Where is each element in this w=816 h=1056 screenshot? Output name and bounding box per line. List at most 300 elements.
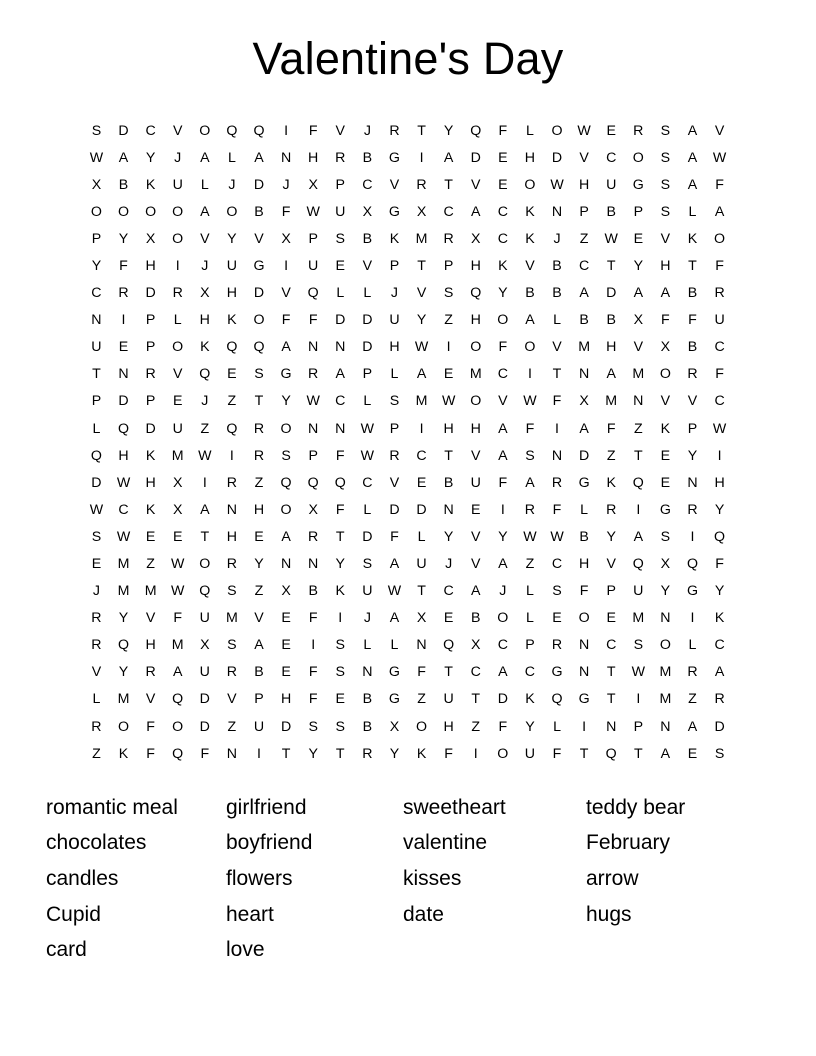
grid-cell[interactable]: A: [498, 420, 508, 437]
grid-cell[interactable]: F: [390, 528, 399, 545]
grid-cell[interactable]: R: [118, 285, 129, 302]
grid-cell[interactable]: L: [525, 583, 534, 600]
grid-cell[interactable]: F: [308, 122, 318, 139]
grid-cell[interactable]: W: [116, 474, 131, 491]
grid-cell[interactable]: O: [117, 718, 130, 735]
grid-cell[interactable]: W: [306, 203, 320, 220]
grid-cell[interactable]: O: [659, 637, 671, 654]
grid-cell[interactable]: N: [362, 664, 373, 681]
grid-cell[interactable]: V: [525, 257, 535, 274]
grid-cell[interactable]: Y: [335, 556, 345, 572]
grid-cell[interactable]: I: [500, 501, 505, 518]
grid-cell[interactable]: B: [579, 528, 589, 545]
grid-cell[interactable]: J: [228, 176, 236, 193]
grid-cell[interactable]: L: [553, 718, 561, 735]
grid-cell[interactable]: A: [687, 176, 698, 193]
grid-cell[interactable]: S: [335, 664, 345, 681]
grid-cell[interactable]: H: [226, 528, 238, 545]
grid-cell[interactable]: G: [280, 366, 292, 383]
grid-cell[interactable]: Q: [605, 745, 617, 762]
grid-cell[interactable]: P: [308, 447, 318, 464]
grid-cell[interactable]: A: [443, 149, 454, 166]
grid-cell[interactable]: M: [171, 637, 184, 654]
grid-cell[interactable]: W: [360, 420, 375, 437]
grid-cell[interactable]: R: [443, 230, 454, 247]
grid-cell[interactable]: W: [171, 556, 185, 572]
grid-cell[interactable]: Y: [227, 230, 237, 247]
grid-cell[interactable]: S: [308, 718, 318, 735]
grid-cell[interactable]: C: [118, 501, 129, 518]
word-list-item[interactable]: candles: [46, 866, 119, 890]
grid-cell[interactable]: B: [362, 149, 373, 166]
grid-cell[interactable]: N: [687, 474, 698, 491]
grid-cell[interactable]: L: [688, 203, 697, 220]
grid-cell[interactable]: Q: [90, 447, 102, 464]
grid-cell[interactable]: X: [172, 501, 183, 518]
grid-cell[interactable]: X: [416, 203, 427, 220]
grid-cell[interactable]: U: [199, 610, 210, 627]
grid-cell[interactable]: A: [172, 664, 183, 681]
grid-cell[interactable]: G: [388, 691, 400, 708]
grid-cell[interactable]: A: [200, 149, 210, 166]
grid-cell[interactable]: N: [416, 637, 427, 654]
grid-cell[interactable]: T: [417, 122, 426, 139]
grid-cell[interactable]: T: [335, 745, 345, 762]
grid-cell[interactable]: X: [200, 637, 210, 654]
grid-cell[interactable]: R: [226, 664, 238, 681]
word-list-item[interactable]: kisses: [403, 866, 462, 890]
grid-cell[interactable]: X: [660, 339, 671, 356]
grid-cell[interactable]: A: [281, 528, 291, 545]
grid-cell[interactable]: O: [90, 203, 102, 220]
grid-cell[interactable]: E: [281, 664, 291, 681]
grid-cell[interactable]: O: [253, 312, 265, 329]
grid-cell[interactable]: J: [445, 556, 453, 572]
grid-cell[interactable]: K: [227, 312, 237, 329]
grid-cell[interactable]: A: [118, 149, 129, 166]
grid-cell[interactable]: V: [362, 257, 373, 274]
grid-cell[interactable]: Y: [254, 556, 264, 572]
grid-cell[interactable]: I: [284, 122, 289, 139]
grid-cell[interactable]: V: [145, 610, 156, 627]
grid-cell[interactable]: H: [606, 339, 617, 356]
grid-cell[interactable]: R: [389, 447, 400, 464]
grid-cell[interactable]: W: [89, 149, 104, 166]
grid-cell[interactable]: V: [606, 556, 616, 572]
grid-cell[interactable]: Q: [632, 474, 644, 491]
grid-cell[interactable]: O: [280, 501, 292, 518]
grid-cell[interactable]: C: [145, 122, 156, 139]
grid-cell[interactable]: F: [498, 474, 508, 491]
grid-cell[interactable]: M: [659, 664, 672, 681]
grid-cell[interactable]: X: [471, 230, 481, 247]
grid-cell[interactable]: U: [389, 312, 400, 329]
grid-cell[interactable]: S: [443, 285, 454, 302]
grid-cell[interactable]: K: [606, 474, 616, 491]
grid-cell[interactable]: I: [121, 312, 126, 329]
grid-cell[interactable]: Q: [253, 122, 265, 139]
grid-cell[interactable]: A: [687, 718, 698, 735]
grid-cell[interactable]: T: [444, 447, 453, 464]
grid-cell[interactable]: C: [416, 447, 427, 464]
grid-cell[interactable]: G: [253, 257, 265, 274]
grid-cell[interactable]: Z: [688, 691, 697, 708]
grid-cell[interactable]: H: [253, 501, 265, 518]
grid-cell[interactable]: V: [660, 230, 671, 247]
grid-cell[interactable]: W: [523, 528, 537, 545]
grid-cell[interactable]: F: [552, 393, 562, 410]
grid-cell[interactable]: B: [471, 610, 481, 627]
word-list-item[interactable]: arrow: [586, 866, 639, 890]
grid-cell[interactable]: X: [471, 637, 481, 654]
grid-cell[interactable]: D: [551, 149, 563, 166]
grid-cell[interactable]: I: [555, 420, 559, 437]
grid-cell[interactable]: R: [172, 285, 183, 302]
grid-cell[interactable]: E: [254, 528, 264, 545]
grid-cell[interactable]: I: [284, 257, 289, 274]
grid-cell[interactable]: C: [497, 366, 508, 383]
grid-cell[interactable]: K: [660, 420, 671, 437]
grid-cell[interactable]: E: [227, 366, 237, 383]
grid-cell[interactable]: M: [632, 610, 645, 627]
grid-cell[interactable]: O: [551, 122, 563, 139]
word-list-item[interactable]: heart: [226, 902, 274, 926]
grid-cell[interactable]: T: [633, 447, 643, 464]
grid-cell[interactable]: J: [363, 122, 371, 139]
grid-cell[interactable]: Y: [443, 122, 454, 139]
grid-cell[interactable]: O: [117, 203, 130, 220]
grid-cell[interactable]: E: [660, 447, 671, 464]
grid-cell[interactable]: F: [281, 203, 291, 220]
grid-cell[interactable]: S: [335, 637, 345, 654]
grid-cell[interactable]: E: [172, 393, 183, 410]
grid-cell[interactable]: X: [91, 176, 102, 193]
grid-cell[interactable]: W: [198, 447, 212, 464]
grid-cell[interactable]: A: [606, 366, 616, 383]
grid-cell[interactable]: P: [145, 393, 156, 410]
word-list-item[interactable]: flowers: [226, 866, 293, 890]
grid-cell[interactable]: W: [116, 528, 131, 545]
grid-cell[interactable]: E: [335, 257, 345, 274]
word-list-item[interactable]: teddy bear: [586, 795, 686, 819]
grid-cell[interactable]: O: [497, 745, 509, 762]
grid-cell[interactable]: F: [335, 501, 345, 518]
grid-cell[interactable]: F: [715, 257, 724, 274]
grid-cell[interactable]: T: [606, 664, 616, 681]
grid-cell[interactable]: M: [117, 691, 130, 708]
grid-cell[interactable]: Y: [308, 745, 318, 762]
grid-cell[interactable]: P: [633, 203, 644, 220]
grid-cell[interactable]: N: [335, 339, 346, 356]
grid-cell[interactable]: T: [606, 691, 616, 708]
grid-cell[interactable]: P: [335, 176, 345, 193]
grid-cell[interactable]: Y: [606, 528, 616, 545]
grid-cell[interactable]: X: [281, 583, 291, 600]
grid-cell[interactable]: A: [254, 637, 264, 654]
grid-cell[interactable]: T: [417, 583, 426, 600]
grid-cell[interactable]: Y: [633, 257, 644, 274]
word-list-item[interactable]: love: [226, 938, 265, 962]
grid-cell[interactable]: Y: [714, 501, 725, 518]
grid-cell[interactable]: R: [308, 366, 319, 383]
grid-cell[interactable]: N: [91, 312, 102, 329]
grid-cell[interactable]: Q: [551, 691, 563, 708]
grid-cell[interactable]: E: [498, 149, 508, 166]
grid-cell[interactable]: D: [416, 501, 427, 518]
grid-cell[interactable]: T: [471, 691, 481, 708]
grid-cell[interactable]: R: [524, 501, 536, 518]
grid-cell[interactable]: X: [389, 718, 400, 735]
grid-cell[interactable]: S: [362, 556, 373, 572]
grid-cell[interactable]: I: [582, 718, 587, 735]
grid-cell[interactable]: Z: [254, 583, 264, 600]
grid-cell[interactable]: K: [525, 691, 535, 708]
grid-cell[interactable]: V: [633, 339, 644, 356]
grid-cell[interactable]: Y: [91, 257, 102, 274]
grid-cell[interactable]: Y: [714, 583, 725, 600]
grid-cell[interactable]: C: [362, 176, 373, 193]
grid-cell[interactable]: O: [578, 610, 590, 627]
grid-cell[interactable]: O: [416, 718, 428, 735]
grid-cell[interactable]: A: [687, 122, 698, 139]
grid-cell[interactable]: T: [417, 257, 426, 274]
grid-cell[interactable]: Y: [389, 745, 400, 762]
grid-cell[interactable]: V: [471, 528, 481, 545]
grid-cell[interactable]: U: [253, 718, 265, 735]
grid-cell[interactable]: Q: [470, 122, 482, 139]
grid-cell[interactable]: F: [335, 447, 345, 464]
grid-cell[interactable]: R: [253, 420, 265, 437]
grid-cell[interactable]: J: [553, 230, 561, 247]
grid-cell[interactable]: R: [253, 447, 265, 464]
grid-cell[interactable]: P: [633, 718, 644, 735]
grid-cell[interactable]: G: [388, 149, 400, 166]
grid-cell[interactable]: V: [498, 393, 508, 410]
grid-cell[interactable]: R: [389, 122, 400, 139]
grid-cell[interactable]: F: [119, 257, 128, 274]
grid-cell[interactable]: K: [200, 339, 210, 356]
grid-cell[interactable]: F: [552, 501, 562, 518]
grid-cell[interactable]: A: [498, 556, 508, 572]
grid-cell[interactable]: X: [308, 501, 318, 518]
grid-cell[interactable]: D: [118, 122, 129, 139]
grid-cell[interactable]: D: [362, 528, 373, 545]
grid-cell[interactable]: D: [497, 691, 508, 708]
grid-cell[interactable]: I: [690, 528, 695, 545]
grid-cell[interactable]: D: [91, 474, 102, 491]
grid-cell[interactable]: J: [363, 610, 371, 627]
grid-cell[interactable]: W: [577, 122, 591, 139]
word-list-item[interactable]: girlfriend: [226, 795, 307, 819]
grid-cell[interactable]: R: [633, 122, 644, 139]
grid-cell[interactable]: K: [145, 447, 156, 464]
grid-cell[interactable]: E: [606, 610, 616, 627]
grid-cell[interactable]: M: [659, 691, 672, 708]
grid-cell[interactable]: H: [578, 556, 590, 572]
grid-cell[interactable]: A: [714, 664, 725, 681]
grid-cell[interactable]: C: [443, 583, 454, 600]
grid-cell[interactable]: A: [660, 745, 671, 762]
grid-cell[interactable]: U: [172, 420, 183, 437]
grid-cell[interactable]: Q: [117, 637, 130, 654]
grid-cell[interactable]: C: [578, 257, 590, 274]
grid-cell[interactable]: A: [389, 610, 400, 627]
grid-cell[interactable]: W: [631, 664, 645, 681]
grid-cell[interactable]: N: [118, 366, 129, 383]
grid-cell[interactable]: K: [416, 745, 427, 762]
grid-cell[interactable]: Z: [525, 556, 535, 572]
grid-cell[interactable]: G: [551, 664, 563, 681]
grid-cell[interactable]: H: [145, 257, 156, 274]
grid-cell[interactable]: Y: [145, 149, 156, 166]
grid-cell[interactable]: Q: [686, 556, 698, 572]
grid-cell[interactable]: W: [604, 230, 618, 247]
word-list-item[interactable]: February: [586, 831, 671, 855]
grid-cell[interactable]: A: [633, 285, 644, 302]
grid-cell[interactable]: Q: [253, 339, 265, 356]
grid-cell[interactable]: O: [497, 610, 509, 627]
grid-cell[interactable]: L: [227, 149, 236, 166]
grid-cell[interactable]: Y: [498, 285, 508, 302]
grid-cell[interactable]: C: [551, 556, 563, 572]
grid-cell[interactable]: A: [579, 285, 589, 302]
grid-cell[interactable]: P: [308, 230, 318, 247]
grid-cell[interactable]: H: [280, 691, 292, 708]
grid-cell[interactable]: F: [146, 718, 155, 735]
grid-cell[interactable]: H: [118, 447, 129, 464]
grid-cell[interactable]: A: [579, 420, 589, 437]
grid-cell[interactable]: V: [579, 149, 589, 166]
grid-cell[interactable]: Q: [226, 339, 238, 356]
grid-cell[interactable]: O: [172, 339, 184, 356]
grid-cell[interactable]: L: [390, 366, 399, 383]
grid-cell[interactable]: L: [363, 285, 372, 302]
grid-cell[interactable]: S: [660, 122, 671, 139]
grid-cell[interactable]: B: [552, 257, 562, 274]
grid-cell[interactable]: P: [145, 339, 156, 356]
grid-cell[interactable]: J: [201, 393, 209, 410]
grid-cell[interactable]: B: [687, 285, 698, 302]
grid-cell[interactable]: K: [714, 610, 725, 627]
grid-cell[interactable]: W: [387, 583, 402, 600]
grid-cell[interactable]: T: [335, 528, 345, 545]
grid-cell[interactable]: H: [308, 149, 319, 166]
grid-cell[interactable]: V: [389, 474, 400, 491]
grid-cell[interactable]: S: [525, 447, 535, 464]
grid-cell[interactable]: Q: [172, 691, 184, 708]
grid-cell[interactable]: M: [171, 447, 184, 464]
grid-cell[interactable]: U: [335, 203, 346, 220]
word-list-item[interactable]: Cupid: [46, 902, 101, 926]
grid-cell[interactable]: P: [443, 257, 454, 274]
grid-cell[interactable]: C: [524, 664, 536, 681]
grid-cell[interactable]: L: [336, 285, 345, 302]
grid-cell[interactable]: C: [335, 393, 346, 410]
grid-cell[interactable]: F: [661, 312, 670, 329]
grid-cell[interactable]: L: [525, 122, 534, 139]
grid-cell[interactable]: U: [172, 176, 183, 193]
grid-cell[interactable]: V: [91, 664, 102, 681]
grid-cell[interactable]: X: [362, 203, 373, 220]
grid-cell[interactable]: E: [443, 366, 454, 383]
grid-cell[interactable]: S: [227, 637, 237, 654]
grid-cell[interactable]: U: [714, 312, 725, 329]
grid-cell[interactable]: R: [91, 610, 102, 627]
grid-cell[interactable]: G: [388, 664, 400, 681]
grid-cell[interactable]: M: [225, 610, 238, 627]
grid-cell[interactable]: P: [389, 257, 400, 274]
grid-cell[interactable]: X: [200, 285, 210, 302]
grid-cell[interactable]: N: [308, 420, 319, 437]
grid-cell[interactable]: A: [498, 664, 508, 681]
grid-cell[interactable]: X: [308, 176, 318, 193]
grid-cell[interactable]: S: [633, 637, 644, 654]
grid-cell[interactable]: I: [175, 257, 180, 274]
grid-cell[interactable]: E: [498, 176, 508, 193]
grid-cell[interactable]: B: [254, 203, 264, 220]
grid-cell[interactable]: V: [471, 176, 481, 193]
grid-cell[interactable]: L: [173, 312, 182, 329]
word-list-item[interactable]: sweetheart: [403, 795, 506, 819]
grid-cell[interactable]: M: [117, 556, 130, 572]
grid-cell[interactable]: U: [362, 583, 373, 600]
grid-cell[interactable]: X: [281, 230, 291, 247]
grid-cell[interactable]: Q: [172, 745, 184, 762]
grid-cell[interactable]: L: [363, 637, 372, 654]
grid-cell[interactable]: I: [229, 447, 234, 464]
grid-cell[interactable]: L: [417, 528, 426, 545]
grid-cell[interactable]: B: [579, 312, 589, 329]
grid-cell[interactable]: V: [227, 691, 237, 708]
grid-cell[interactable]: L: [580, 501, 589, 518]
grid-cell[interactable]: G: [578, 691, 590, 708]
grid-cell[interactable]: O: [470, 393, 482, 410]
grid-cell[interactable]: L: [92, 691, 101, 708]
grid-cell[interactable]: M: [605, 393, 618, 410]
grid-cell[interactable]: M: [144, 583, 157, 600]
word-list-item[interactable]: date: [403, 902, 444, 926]
grid-cell[interactable]: Z: [200, 420, 210, 437]
grid-cell[interactable]: C: [362, 474, 373, 491]
grid-cell[interactable]: R: [714, 691, 725, 708]
grid-cell[interactable]: J: [201, 257, 209, 274]
grid-cell[interactable]: F: [417, 664, 426, 681]
word-list-item[interactable]: boyfriend: [226, 831, 313, 855]
grid-cell[interactable]: B: [254, 664, 264, 681]
grid-cell[interactable]: N: [308, 339, 319, 356]
grid-cell[interactable]: D: [253, 285, 265, 302]
grid-cell[interactable]: R: [226, 474, 238, 491]
grid-cell[interactable]: R: [335, 149, 346, 166]
grid-cell[interactable]: F: [498, 339, 508, 356]
grid-cell[interactable]: P: [579, 203, 589, 220]
grid-cell[interactable]: Q: [117, 420, 130, 437]
grid-cell[interactable]: X: [579, 393, 589, 410]
word-list-item[interactable]: hugs: [586, 902, 632, 926]
grid-cell[interactable]: E: [145, 528, 156, 545]
grid-cell[interactable]: H: [443, 420, 454, 437]
grid-cell[interactable]: T: [444, 664, 453, 681]
grid-cell[interactable]: Z: [417, 691, 426, 708]
grid-cell[interactable]: S: [335, 230, 345, 247]
grid-cell[interactable]: R: [226, 556, 238, 572]
grid-cell[interactable]: K: [145, 176, 156, 193]
grid-cell[interactable]: A: [714, 203, 725, 220]
grid-cell[interactable]: G: [578, 474, 590, 491]
grid-cell[interactable]: K: [335, 583, 345, 600]
grid-cell[interactable]: H: [470, 312, 481, 329]
grid-cell[interactable]: S: [281, 447, 291, 464]
